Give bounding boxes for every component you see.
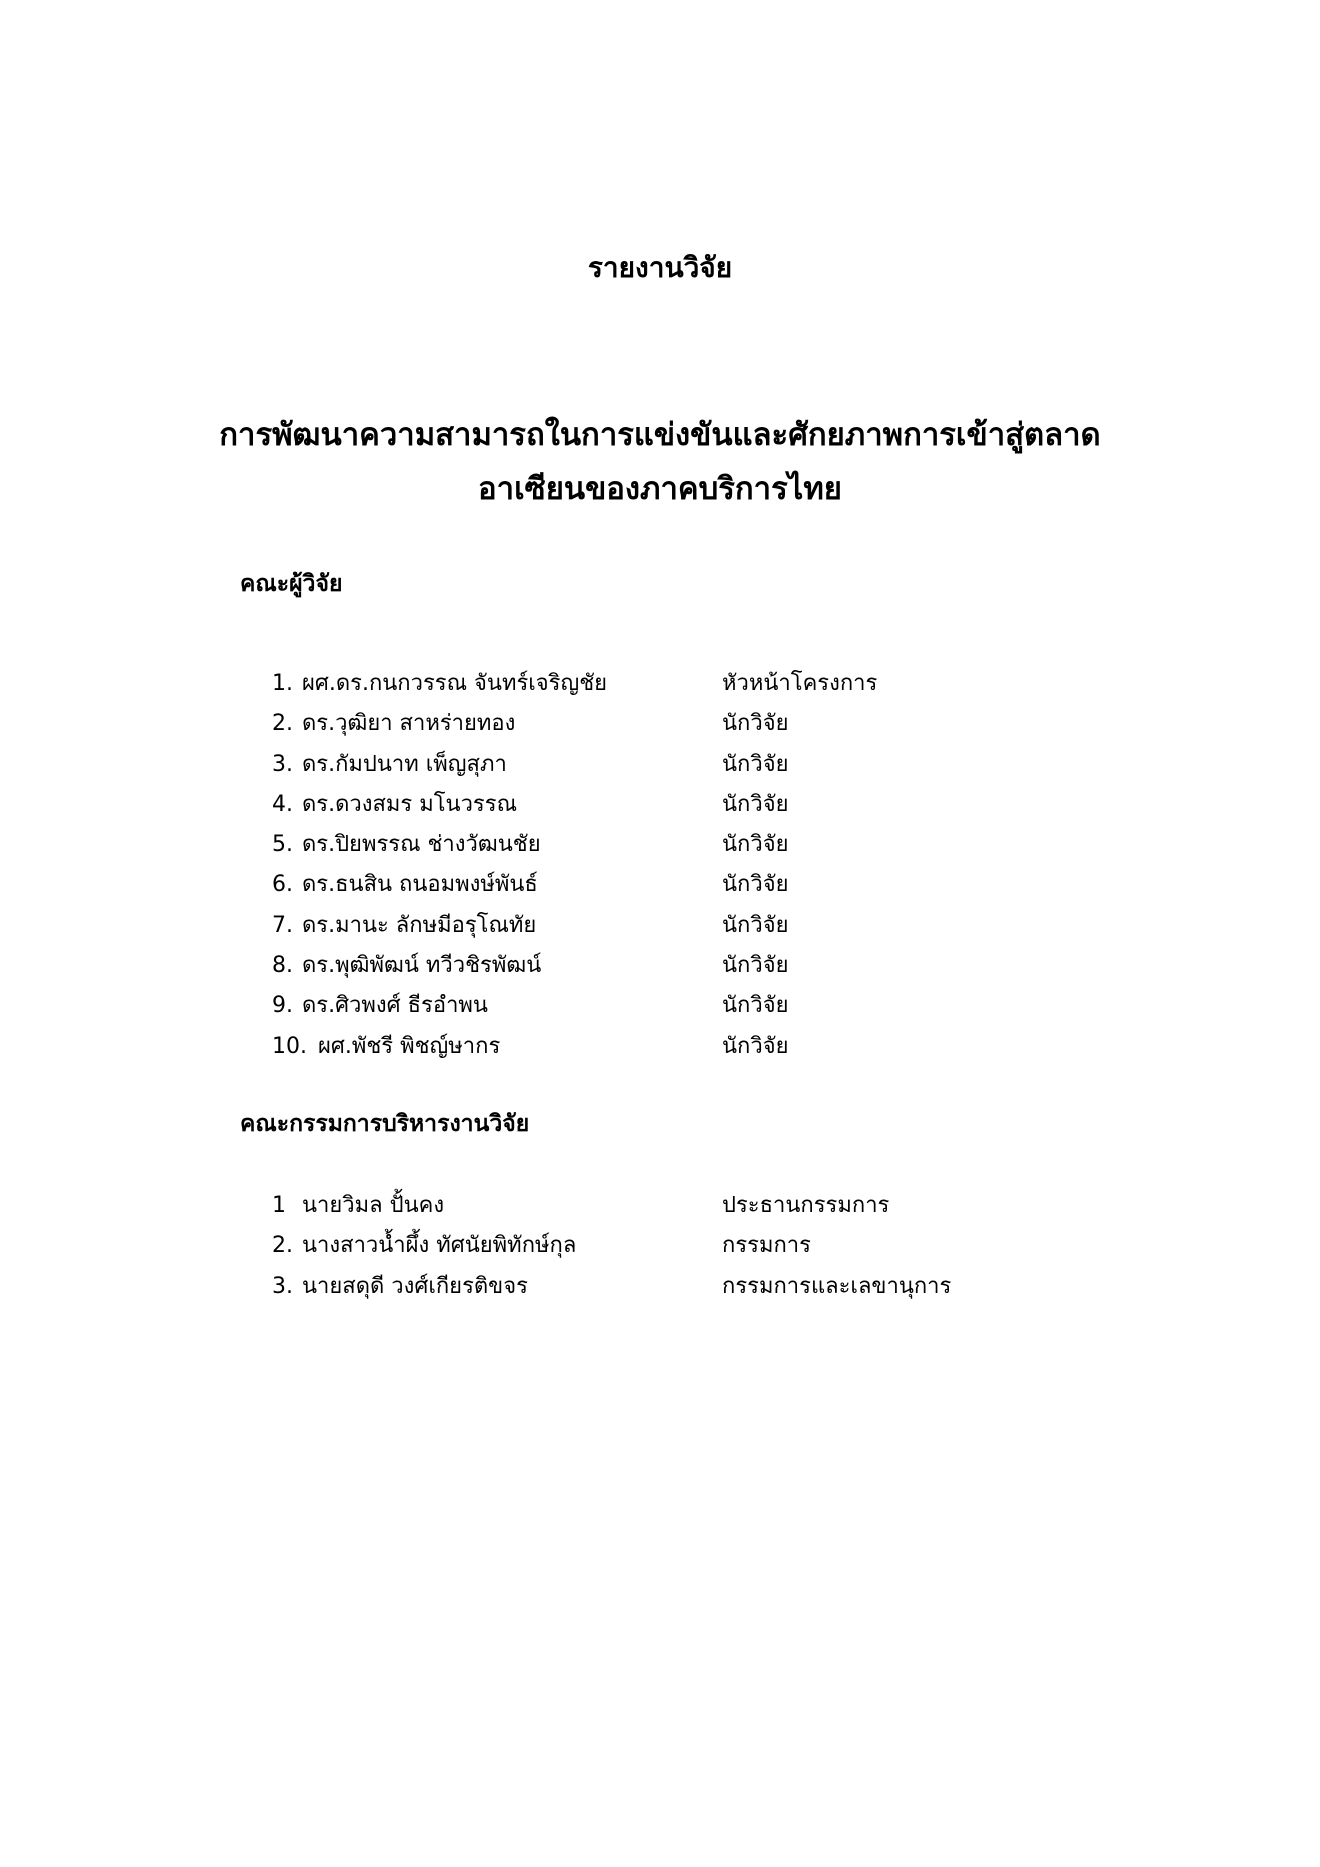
item-number: 5. bbox=[272, 832, 293, 858]
list-item bbox=[0, 704, 1320, 744]
member-role: นักวิจัย bbox=[722, 711, 789, 737]
member-name: ดร.ธนสิน ถนอมพงษ์พันธ์ bbox=[302, 872, 538, 898]
list-item bbox=[0, 1267, 1320, 1307]
list-item bbox=[0, 785, 1320, 825]
list-item bbox=[0, 865, 1320, 905]
member-name: ดร.กัมปนาท เพ็ญสุภา bbox=[302, 751, 507, 777]
list-item bbox=[0, 825, 1320, 865]
member-role: กรรมการและเลขานุการ bbox=[722, 1273, 952, 1299]
member-role: นักวิจัย bbox=[722, 872, 789, 898]
item-number: 10. bbox=[272, 1033, 307, 1059]
member-name: ดร.มานะ ลักษมีอรุโณทัย bbox=[302, 912, 537, 938]
list-item bbox=[0, 906, 1320, 946]
member-name: ดร.ดวงสมร มโนวรรณ bbox=[302, 791, 517, 817]
member-role: หัวหน้าโครงการ bbox=[722, 671, 878, 696]
researchers-list bbox=[0, 664, 1320, 1067]
member-role: นักวิจัย bbox=[722, 751, 789, 777]
member-name: นายวิมล ปั้นคง bbox=[302, 1193, 445, 1218]
member-role: นักวิจัย bbox=[722, 832, 789, 858]
report-label: รายงานวิจัย bbox=[587, 251, 733, 284]
item-number: 1 bbox=[272, 1193, 286, 1218]
member-role: นักวิจัย bbox=[722, 993, 789, 1019]
list-item bbox=[0, 1027, 1320, 1067]
member-name: นางสาวน้ำผึ้ง ทัศนัยพิทักษ์กุล bbox=[302, 1233, 577, 1259]
member-name: นายสดุดี วงศ์เกียรติขจร bbox=[302, 1273, 528, 1299]
item-number: 6. bbox=[272, 872, 293, 898]
list-item bbox=[0, 1226, 1320, 1266]
item-number: 3. bbox=[272, 1273, 293, 1299]
list-item bbox=[0, 1186, 1320, 1226]
researchers-heading: คณะผู้วิจัย bbox=[240, 571, 343, 597]
title-line-1: การพัฒนาความสามารถในการแข่งขันและศักยภาพการเข้าสู่ตลาด bbox=[219, 417, 1101, 453]
item-number: 9. bbox=[272, 993, 293, 1019]
member-name: ดร.ศิวพงศ์ ธีรอำพน bbox=[302, 993, 488, 1019]
title-line-2: อาเซียนของภาคบริการไทย bbox=[478, 471, 842, 507]
list-item bbox=[0, 664, 1320, 704]
document-title bbox=[150, 408, 1170, 516]
member-name: ดร.พุฒิพัฒน์ ทวีวชิรพัฒน์ bbox=[302, 953, 542, 979]
item-number: 7. bbox=[272, 912, 293, 938]
item-number: 4. bbox=[272, 791, 293, 817]
item-number: 2. bbox=[272, 1233, 293, 1259]
item-number: 1. bbox=[272, 671, 293, 696]
member-role: นักวิจัย bbox=[722, 953, 789, 979]
member-role: นักวิจัย bbox=[722, 791, 789, 817]
member-role: นักวิจัย bbox=[722, 1033, 789, 1059]
list-item bbox=[0, 986, 1320, 1026]
member-name: ผศ.พัชรี พิชญ์ษากร bbox=[318, 1033, 501, 1059]
list-item bbox=[0, 745, 1320, 785]
member-name: ผศ.ดร.กนกวรรณ จันทร์เจริญชัย bbox=[302, 671, 608, 696]
item-number: 3. bbox=[272, 751, 293, 777]
member-name: ดร.วุฒิยา สาหร่ายทอง bbox=[302, 711, 516, 737]
member-role: นักวิจัย bbox=[722, 912, 789, 938]
member-role: กรรมการ bbox=[722, 1233, 811, 1259]
committee-list bbox=[0, 1186, 1320, 1307]
member-name: ดร.ปิยพรรณ ช่างวัฒนชัย bbox=[302, 832, 541, 858]
item-number: 8. bbox=[272, 953, 293, 979]
list-item bbox=[0, 946, 1320, 986]
member-role: ประธานกรรมการ bbox=[722, 1193, 890, 1218]
item-number: 2. bbox=[272, 711, 293, 737]
committee-heading: คณะกรรมการบริหารงานวิจัย bbox=[240, 1111, 530, 1137]
